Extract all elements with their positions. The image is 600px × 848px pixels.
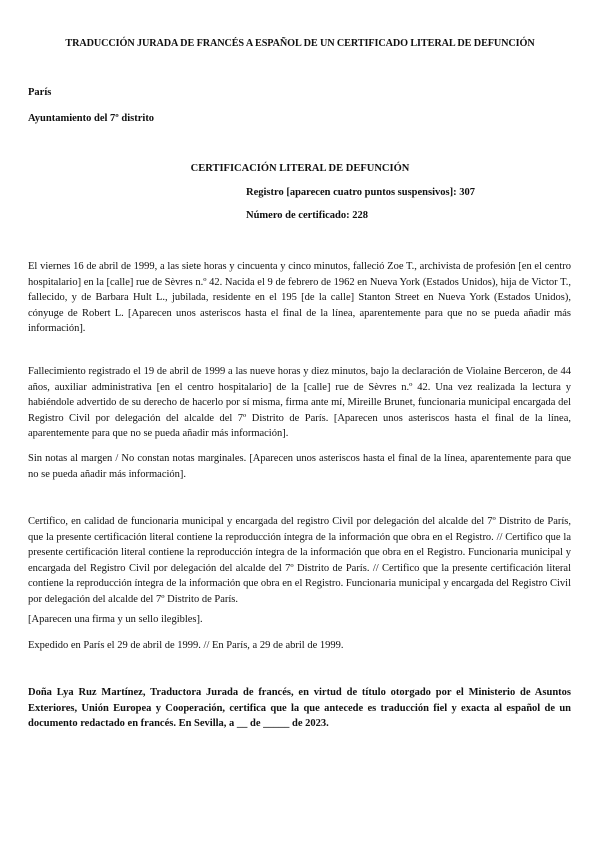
death-details-paragraph: El viernes 16 de abril de 1999, a las siete horas y cincuenta y cinco minutos, falleció Zoe T., archivista de profesión [en el centro hospitalario] en la [calle] rue de Sèvres n.º 42. Nacida el 9 de febrero de 1962 en Nueva York (Estados Unidos), hija de Victor T., fallecido, y de Barbara Hult L., jubilada, residente en el 195 [de la calle] Stanton Street en Nueva York (Estados Unidos), cónyuge de Robert L. [Aparecen unos asteriscos hasta el final de la línea, aparentemente para que no se pueda añadir más información]. [28, 261, 571, 334]
translator-certification: Doña Lya Ruz Martínez, Traductora Jurada de francés, en virtud de título otorgado por el Ministerio de Asuntos Exteriores, Unión Europea y Cooperación, certifica que la que antecede es traducción fiel y exacta al español de un documento redactado en francés. En Sevilla, a __ de _____ de 2023. [28, 687, 571, 729]
certification-paragraph: Certifico, en calidad de funcionaria municipal y encargada del registro Civil por delegación del alcalde del 7º Distrito de París, que la presente certificación literal contiene la reproducción íntegra de la información que obra en el Registro. // Certifico que la presente certificación literal contiene la reproducción íntegra de la información que obra en el Registro. Funcionaria municipal y encargada del Registro Civil por delegación del alcalde del 7º Distrito de París. // Certifico que la presente certificación literal contiene la reproducción íntegra de la información que obra en el Registro. Funcionaria municipal y encargada del Registro Civil por delegación del alcalde del 7º Distrito de París. [28, 516, 571, 605]
certificate-heading: CERTIFICACIÓN LITERAL DE DEFUNCIÓN [190, 163, 410, 174]
issued-date-paragraph: Expedido en París el 29 de abril de 1999. // En París, a 29 de abril de 1999. [28, 640, 344, 651]
document-title: TRADUCCIÓN JURADA DE FRANCÉS A ESPAÑOL DE UN CERTIFICADO LITERAL DE DEFUNCIÓN [65, 38, 535, 49]
issuer-city: París [28, 87, 52, 98]
marginal-notes-paragraph: Sin notas al margen / No constan notas marginales. [Aparecen unos asteriscos hasta el final de la línea, aparentemente para que no se pueda añadir más información]. [28, 453, 571, 480]
issuer-authority: Ayuntamiento del 7º distrito [28, 113, 155, 124]
registry-number: Registro [aparecen cuatro puntos suspensivos]: 307 [246, 187, 475, 198]
certificate-number: Número de certificado: 228 [246, 210, 368, 221]
registration-paragraph: Fallecimiento registrado el 19 de abril de 1999 a las nueve horas y diez minutos, bajo la declaración de Violaine Berceron, de 44 años, auxiliar administrativa [en el centro hospitalario] de la [calle] rue de Sèvres n.º 42. Una vez realizada la lectura y habiéndole advertido de su derecho de hacerlo por sí misma, firma ante mí, Mireille Brunet, funcionaria municipal encargada del Registro Civil por delegación del alcalde del 7º Distrito de París. [Aparecen unos asteriscos hasta el final de la línea, aparentemente para que no se pueda añadir más información]. [28, 366, 571, 439]
signature-seal-note: [Aparecen una firma y un sello ilegibles]. [28, 614, 203, 625]
